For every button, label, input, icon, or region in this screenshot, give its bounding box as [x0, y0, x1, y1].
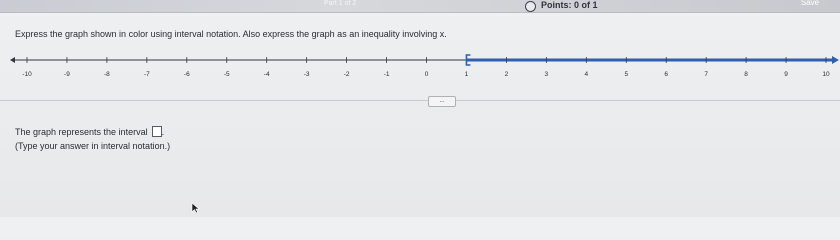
tick-label: 4: [584, 71, 589, 78]
answer-prefix: The graph represents the interval: [15, 127, 148, 137]
arrow-left-icon: [10, 57, 15, 63]
tick-label: -6: [183, 71, 190, 78]
tick-label: 10: [822, 71, 830, 78]
answer-line: [15, 126, 164, 137]
points-label: Points: 0 of 1: [541, 0, 598, 10]
tick-label: -10: [22, 71, 32, 78]
top-bar: [0, 0, 840, 13]
circle-outline-icon: [525, 1, 536, 12]
interval-answer-input[interactable]: [152, 126, 162, 137]
answer-suffix: .: [161, 127, 165, 137]
divider: [0, 100, 840, 101]
tick-label: -3: [303, 71, 310, 78]
number-line-graph: [0, 52, 840, 86]
tick-label: -2: [343, 71, 350, 78]
hint-text: (Type your answer in interval notation.): [15, 141, 171, 151]
tick-label: -7: [143, 71, 150, 78]
tick-label: 6: [664, 71, 669, 78]
mouse-pointer-icon: [191, 202, 200, 214]
tick-label: -9: [64, 71, 70, 78]
tick-label: 0: [424, 71, 429, 78]
more-button[interactable]: ...: [428, 96, 456, 107]
tick-label: 1: [464, 71, 469, 78]
tick-label: -4: [263, 71, 270, 78]
tick-label: 9: [784, 71, 788, 78]
save-button[interactable]: Save: [800, 0, 820, 7]
tick-label: 5: [624, 71, 629, 78]
part-label: Part 1 of 2: [324, 0, 357, 7]
tick-label: 3: [544, 71, 549, 78]
tick-label: 7: [704, 71, 708, 78]
tick-label: 2: [504, 71, 509, 78]
tick-label: -8: [104, 71, 110, 78]
arrow-right-icon: [832, 56, 839, 64]
tick-label: -5: [223, 71, 230, 78]
tick-label: -1: [383, 71, 390, 78]
tick-label: 8: [744, 71, 748, 78]
question-text: Express the graph shown in color using interval notation. Also express the graph as an inequality involving x.: [15, 29, 447, 39]
